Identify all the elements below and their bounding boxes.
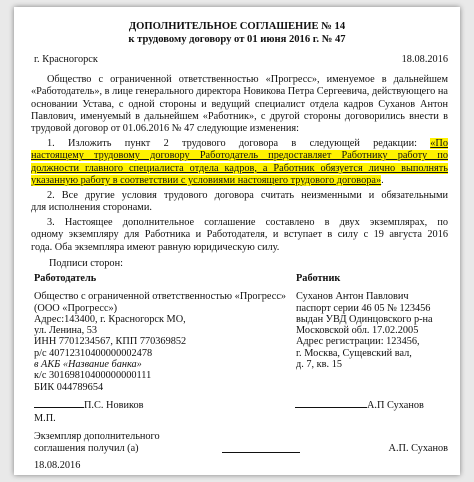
intro-paragraph	[31, 74, 448, 135]
highlighted-text: должности главного специалиста отдела кадров, а Работник обязуется лично выполнять	[31, 162, 448, 174]
highlighted-text: указанную работу в соответствии с условиями настоящего трудового договора»	[31, 174, 382, 186]
employee-line: паспорт серии 46 05 № 123456	[296, 302, 431, 314]
employee-line: Адрес регистрации: 123456,	[296, 336, 420, 348]
employer-signature: П.С. Новиков	[34, 398, 143, 412]
employer-line: ул. Ленина, 53	[34, 325, 98, 337]
item-2-line: для исполнения сторонами.	[31, 202, 152, 214]
item-3-line: одному экземпляру для Работника и Работодателя, и вступает в силу с 19 августа 2016	[31, 229, 448, 241]
document-page	[14, 7, 460, 475]
item-1-paragraph	[31, 138, 448, 187]
signature-line	[295, 398, 367, 408]
receipt-date: 18.08.2016	[34, 460, 81, 471]
intro-line: трудовой договор от 01.06.2016 № 47 следующие изменения:	[31, 123, 300, 135]
highlighted-text: настоящему трудовому договору Работодатель предоставляет Работнику работу по	[31, 150, 448, 162]
document-subtitle: к трудовому договору от 01 июня 2016 г. № 47	[128, 34, 346, 45]
document-date: 18.08.2016	[401, 54, 448, 65]
receipt-line-1: Экземпляр дополнительного	[34, 431, 160, 442]
intro-line: основании Устава, с одной стороны и ведущий специалист отдела кадров Суханов Антон	[31, 98, 448, 110]
item-3-paragraph	[31, 217, 448, 254]
employee-line: Московской обл. 17.02.2005	[296, 325, 419, 337]
item-1-line	[31, 163, 448, 175]
receipt-signature-line	[222, 443, 300, 457]
intro-line: Общество с ограниченной ответственностью «Прогресс», именуемое в дальнейшем	[47, 74, 448, 85]
employer-heading: Работодатель	[34, 273, 97, 284]
employer-line: Адрес:143400, г. Красногорск МО,	[34, 313, 186, 325]
employee-signature: А.П Суханов	[295, 398, 424, 412]
employer-line: в АКБ «Название банка»	[34, 359, 142, 371]
item-3-line: 3. Настоящее дополнительное соглашение составлено в двух экземплярах, по	[47, 217, 448, 228]
signatures-heading: Подписи сторон:	[49, 258, 123, 269]
signature-line	[222, 443, 300, 453]
signature-line	[34, 398, 84, 408]
employer-line: БИК 044789654	[34, 381, 104, 393]
employee-heading: Работник	[296, 273, 341, 284]
item-1-line: указанную работу в соответствии с условиями настоящего трудового договора».	[31, 174, 384, 186]
item-1-line	[31, 150, 448, 162]
receipt-signer: А.П. Суханов	[388, 443, 448, 454]
receipt-line-2: соглашения получил (а)	[34, 443, 139, 454]
place: г. Красногорск	[34, 54, 98, 65]
employer-line: Общество с ограниченной ответственностью «Прогресс»	[34, 291, 287, 303]
employer-block	[34, 273, 286, 393]
document-title: ДОПОЛНИТЕЛЬНОЕ СОГЛАШЕНИЕ № 14	[128, 21, 346, 32]
item-1-line: 1. Изложить пункт 2 трудового договора в следующей редакции: «По	[47, 138, 448, 149]
employee-block	[296, 273, 433, 370]
item-2-line: 2. Все другие условия трудового договора считать неизменными и обязательными	[47, 190, 448, 201]
intro-line: Павлович, именуемый в дальнейшем «Работник», с другой стороны договорились внести в	[31, 110, 448, 122]
stamp-place: М.П.	[34, 413, 56, 424]
employer-line: ИНН 7701234567, КПП 770369852	[34, 336, 187, 348]
employer-line: (ООО «Прогресс»)	[34, 302, 118, 314]
employee-line: Суханов Антон Павлович	[296, 291, 409, 303]
intro-line: «Работодатель», в лице генерального директора Новикова Петра Сергеевича, действующего на	[31, 86, 448, 98]
employee-line: д. 7, кв. 15	[296, 359, 342, 371]
item-2-paragraph	[31, 190, 448, 215]
employer-line: р/с 40712310400000002478	[34, 347, 153, 359]
highlighted-text: «По	[430, 138, 448, 149]
employer-line: к/с 30169810400000000111	[34, 370, 152, 382]
employee-line: выдан УВД Одинцовского р-на	[296, 313, 433, 325]
employee-line: г. Москва, Сущевский вал,	[296, 347, 412, 359]
item-3-line: года. Оба экземпляра имеют равную юридическую силу.	[31, 241, 280, 253]
